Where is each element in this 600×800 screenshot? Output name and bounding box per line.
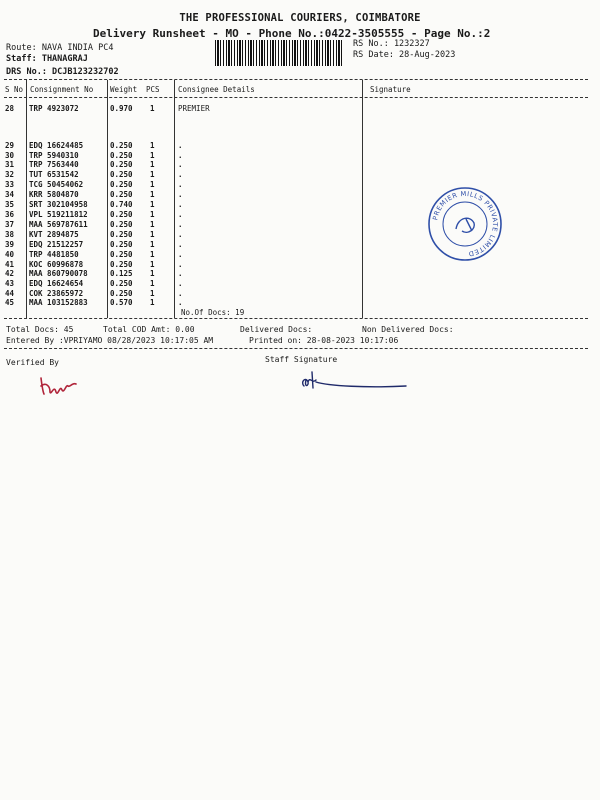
company-seal-stamp [426, 185, 504, 263]
table-row: 29 EDQ 16624485 0.250 1 . [5, 141, 183, 150]
table-top-rule [4, 79, 588, 80]
non-delivered-docs: Non Delivered Docs: [362, 325, 454, 334]
total-docs: Total Docs: 45 [6, 325, 74, 334]
table-row: 37 MAA 569787611 0.250 1 . [5, 220, 183, 229]
col-signature: Signature [370, 85, 411, 94]
no-of-docs: No.Of Docs: 19 [181, 308, 245, 317]
rs-number: RS No.: 1232327 [353, 39, 430, 49]
table-row: 36 VPL 519211812 0.250 1 . [5, 210, 183, 219]
table-row: 30 TRP 5940310 0.250 1 . [5, 151, 183, 160]
route-label: Route: NAVA INDIA PC4 [6, 43, 114, 53]
drs-number: DRS No.: DCJB123232702 [6, 67, 119, 77]
table-header-rule [4, 97, 588, 98]
table-row: 28 TRP 4923072 0.970 1 PREMIER [5, 104, 210, 113]
barcode [215, 40, 343, 66]
company-title: THE PROFESSIONAL COURIERS, COIMBATORE [179, 12, 421, 24]
table-row: 39 EDQ 21512257 0.250 1 . [5, 240, 183, 249]
totals-line [6, 325, 596, 335]
table-row: 43 EDQ 16624654 0.250 1 . [5, 279, 183, 288]
col-weight: Weight [110, 85, 138, 94]
table-row: 38 KVT 2894875 0.250 1 . [5, 230, 183, 239]
svg-text:PREMIER MILLS PRIVATE LIMITED: PREMIER MILLS PRIVATE LIMITED [431, 189, 500, 258]
table-row: 44 COK 23865972 0.250 1 . [5, 289, 183, 298]
table-row: 45 MAA 103152883 0.570 1 . [5, 298, 183, 307]
table-bottom-rule [4, 318, 588, 319]
table-row: 35 SRT 302104958 0.740 1 . [5, 200, 183, 209]
staff-label: Staff: THANAGRAJ [6, 54, 88, 64]
rs-date: RS Date: 28-Aug-2023 [353, 50, 456, 60]
entered-by: Entered By :VPRIYAMO 08/28/2023 10:17:05 AM [6, 336, 214, 345]
entry-line [6, 336, 596, 346]
verified-signature [38, 372, 82, 398]
table-row: 41 KOC 60996878 0.250 1 . [5, 260, 183, 269]
col-consignee-details: Consignee Details [178, 85, 255, 94]
footer-rule [4, 348, 588, 349]
table-row: 31 TRP 7563440 0.250 1 . [5, 160, 183, 169]
col-sno: S No [5, 85, 24, 94]
col-pcs: PCS [146, 85, 160, 94]
table-row: 32 TUT 6531542 0.250 1 . [5, 170, 183, 179]
delivered-docs: Delivered Docs: [240, 325, 313, 334]
printed-on: Printed on: 28-08-2023 10:17:06 [249, 336, 399, 345]
col-consignment: Consignment No [30, 85, 94, 94]
verified-by-label: Verified By [6, 358, 59, 367]
staff-signature-label: Staff Signature [265, 355, 338, 364]
table-row: 42 MAA 860790078 0.125 1 . [5, 269, 183, 278]
staff-signature [298, 368, 410, 396]
table-row: 33 TCG 50454062 0.250 1 . [5, 180, 183, 189]
table-row: 34 KRR 5804870 0.250 1 . [5, 190, 183, 199]
table-row: 40 TRP 4481850 0.250 1 . [5, 250, 183, 259]
total-cod-amount: Total COD Amt: 0.00 [103, 325, 195, 334]
runsheet-subtitle: Delivery Runsheet - MO - Phone No.:0422-3505555 - Page No.:2 [93, 27, 491, 40]
